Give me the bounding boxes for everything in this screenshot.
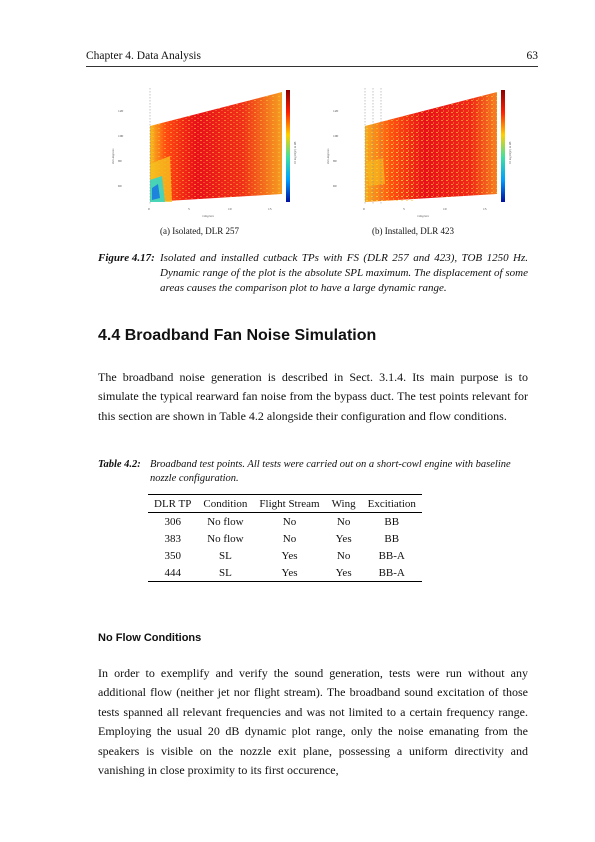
paragraph: The broadband noise generation is described in Sect. 3.1.4. Its main purpose is to simulate the typical rearward fan noise from the bypass duct. The test points relevant for this section are shown in Table 4.2 alongside their configuration and flow conditions. — [98, 370, 528, 423]
table-cell: Yes — [253, 564, 325, 582]
figure-a-ytick: 120 — [118, 109, 124, 113]
table-cell: Yes — [326, 564, 362, 582]
table-row — [148, 530, 422, 547]
figure-b-ytick: 80 — [333, 159, 337, 163]
table-cell: No flow — [207, 532, 244, 545]
figure-a-plot — [110, 84, 300, 219]
section-heading: 4.4 Broadband Fan Noise Simulation — [98, 327, 377, 344]
chapter-title: Chapter 4. Data Analysis — [86, 50, 201, 62]
table-caption — [98, 458, 528, 486]
figure-b-xtick: 0 — [363, 207, 365, 211]
table-cell: SL — [197, 564, 253, 582]
table-cell: Yes — [335, 532, 352, 545]
table-cell: No — [336, 549, 351, 562]
figure-b-xlabel: r/degrees — [417, 214, 429, 218]
figure-a-ytick: 100 — [118, 134, 124, 138]
subsection-heading: No Flow Conditions — [98, 632, 202, 644]
figure-a-xlabel: r/degrees — [202, 214, 214, 218]
column-header: Wing — [326, 495, 362, 513]
figure-b-ytick: 100 — [333, 134, 339, 138]
table-cell: 306 — [164, 515, 181, 528]
table-caption-text: Broadband test points. All tests were carried out on a short-cowl engine with baseline nozzle configuration. — [150, 459, 511, 484]
figure-a-ytick: 80 — [118, 159, 122, 163]
test-points-table — [148, 494, 422, 582]
figure-caption — [98, 251, 528, 297]
table-header-row — [148, 495, 422, 513]
table-row — [148, 513, 422, 531]
figure-b-ylabel: θ in degrees — [326, 148, 330, 164]
table-cell: SL — [218, 549, 232, 562]
table-cell: 383 — [164, 532, 181, 545]
figure-b-plot — [325, 84, 515, 219]
table-row — [148, 547, 422, 564]
figure-b-xtick: 10 — [443, 207, 447, 211]
paragraph: In order to exemplify and verify the sound generation, tests were run without any additional flow (neither jet nor flight stream). The broadband sound excitation of those tests spanned all relevant frequencies and was not limited to a certain frequency range. Employing the usual 20 dB dynamic plot range, only the noise emanating from the speakers is visible on the nozzle exit plane, possessing a uniform directivity and vanishing in close proximity to its first occurence, — [98, 666, 528, 778]
table-caption-label: Table 4.2: — [98, 459, 141, 470]
figure-a-axes — [111, 88, 297, 218]
table-cell: No — [282, 532, 297, 545]
figure-a-ylabel: θ in degrees — [111, 148, 115, 164]
column-header: Flight Stream — [253, 495, 325, 513]
figure-b-ytick: 60 — [333, 184, 337, 188]
figure-b-axes — [326, 88, 512, 218]
table-cell: No — [282, 515, 297, 528]
running-header — [86, 50, 538, 67]
figure-a-xtick: 5 — [188, 207, 190, 211]
table-row — [148, 564, 422, 582]
table-cell: BB — [384, 515, 400, 528]
figure-a-xtick: 10 — [228, 207, 232, 211]
column-header: DLR TP — [148, 495, 197, 513]
table-cell: BB-A — [378, 549, 405, 562]
table-cell: No — [336, 515, 351, 528]
figure-a-xtick: 0 — [148, 207, 150, 211]
figure-a-ytick: 60 — [118, 184, 122, 188]
table-cell: 444 — [148, 564, 197, 582]
table-cell: No flow — [207, 515, 244, 528]
subfigure-a-caption: (a) Isolated, DLR 257 — [160, 226, 239, 236]
table-cell: BB — [384, 532, 400, 545]
figure-caption-text: Isolated and installed cutback TPs with FS (DLR 257 and 423), TOB 1250 Hz. Dynamic range of the plot is the absolute SPL maximum. The displacement of some areas causes the comparison plot to have a large dynamic range. — [160, 252, 528, 295]
figure-a-cbar-label: 10 log10(p²) in dB — [293, 141, 297, 164]
table-cell: BB-A — [362, 564, 422, 582]
figure-b-xtick: 15 — [483, 207, 487, 211]
figure-b-xtick: 5 — [403, 207, 405, 211]
figure-caption-label: Figure 4.17: — [98, 252, 155, 264]
table-cell: Yes — [281, 549, 298, 562]
column-header: Excitiation — [362, 495, 422, 513]
page-number: 63 — [526, 50, 538, 62]
figure-b-ytick: 120 — [333, 109, 339, 113]
figure-b-cbar-label: 10 log10(p²) in dB — [508, 141, 512, 164]
subfigure-b-caption: (b) Installed, DLR 423 — [372, 226, 454, 236]
column-header: Condition — [197, 495, 253, 513]
table-cell: 350 — [164, 549, 181, 562]
figure-a-xtick: 15 — [268, 207, 272, 211]
